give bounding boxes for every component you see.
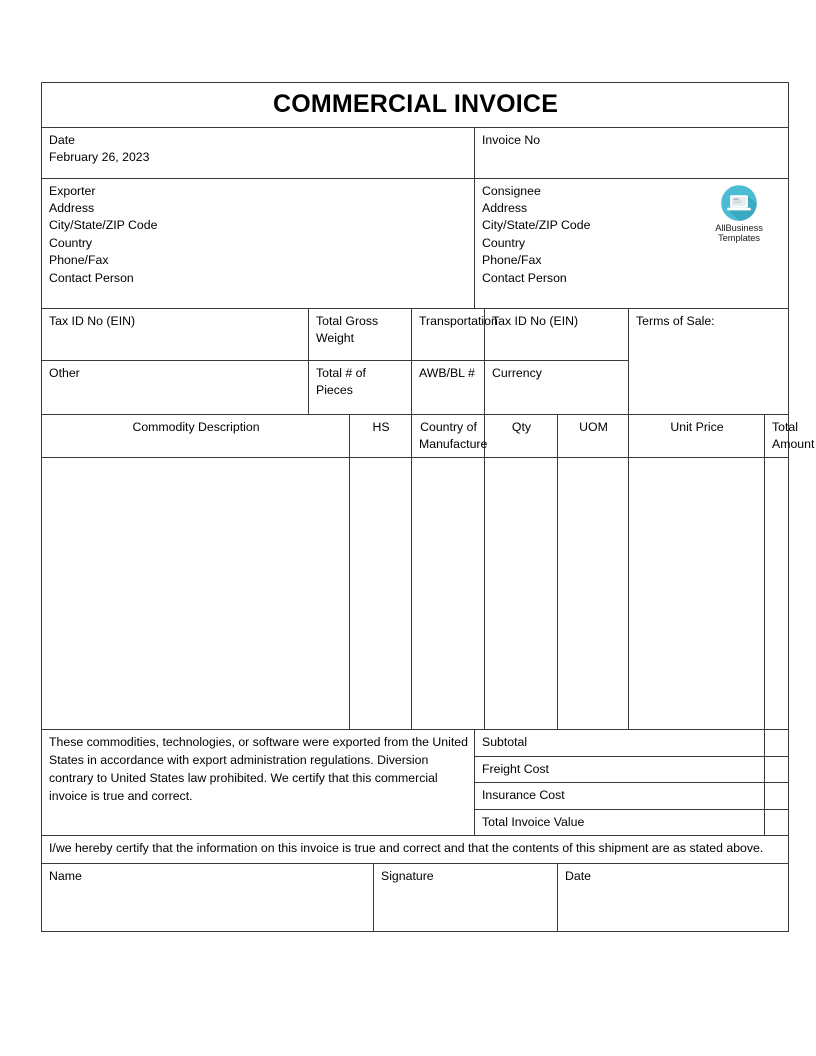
column-header-country-of-manufacture <box>412 414 488 458</box>
logo-text-line2: Templates <box>718 232 760 243</box>
country-header-line1: Country of <box>420 419 477 434</box>
totals-label-total-invoice-value: Total Invoice Value <box>475 809 765 835</box>
totals-value-total-invoice-value[interactable] <box>765 809 789 835</box>
cell-total-amount[interactable] <box>765 458 789 730</box>
consignee-line-country: Country <box>482 235 526 250</box>
exporter-line-phone: Phone/Fax <box>49 253 109 268</box>
totals-label-subtotal: Subtotal <box>475 730 765 756</box>
laptop-icon <box>720 184 758 222</box>
signature-signature-field[interactable]: Signature <box>374 864 558 932</box>
exporter-block <box>42 178 475 308</box>
column-header-uom: UOM <box>558 414 629 458</box>
column-header-unit-price: Unit Price <box>629 414 765 458</box>
column-header-total-amount: Total Amount <box>765 414 789 458</box>
invoice-table <box>41 82 815 932</box>
terms-of-sale-field: Terms of Sale: <box>629 308 789 414</box>
signature-date-field[interactable]: Date <box>558 864 789 932</box>
exporter-heading: Exporter <box>49 183 96 198</box>
consignee-block <box>475 178 789 308</box>
export-statement: These commodities, technologies, or software were exported from the United States in accordance with export administration regulations. Diversion contrary to United States law prohibited. We certify that this commercial invoice is true and correct. <box>42 730 475 836</box>
currency-field: Currency <box>485 360 629 414</box>
totals-label-freight-cost: Freight Cost <box>475 756 765 782</box>
cell-commodity-description[interactable] <box>42 458 350 730</box>
logo-text-line1: AllBusiness <box>715 222 763 233</box>
country-header-line2: Manufacture <box>419 436 488 451</box>
consignee-line-address: Address <box>482 200 528 215</box>
totals-value-insurance-cost[interactable] <box>765 783 789 809</box>
exporter-line-city: City/State/ZIP Code <box>49 218 158 233</box>
cell-country-of-manufacture[interactable] <box>412 458 485 730</box>
awb-bl-field: AWB/BL # <box>412 360 485 414</box>
totals-label-insurance-cost: Insurance Cost <box>475 783 765 809</box>
invoice-document <box>41 82 815 932</box>
tax-id-right-field: Tax ID No (EIN) <box>485 308 629 360</box>
exporter-line-contact: Contact Person <box>49 270 134 285</box>
exporter-line-address: Address <box>49 200 95 215</box>
transportation-field: Transportation <box>412 308 485 360</box>
column-header-commodity-description: Commodity Description <box>42 414 350 458</box>
tax-id-left-field: Tax ID No (EIN) <box>42 308 309 360</box>
totals-value-freight-cost[interactable] <box>765 756 789 782</box>
date-label: Date <box>49 132 75 147</box>
other-field: Other <box>42 360 309 414</box>
exporter-line-country: Country <box>49 235 93 250</box>
cell-hs[interactable] <box>350 458 412 730</box>
consignee-line-contact: Contact Person <box>482 270 567 285</box>
allbusiness-templates-logo <box>702 184 776 243</box>
consignee-line-city: City/State/ZIP Code <box>482 218 591 233</box>
signature-name-field[interactable]: Name <box>42 864 374 932</box>
total-pieces-field: Total # of Pieces <box>309 360 412 414</box>
page-title: COMMERCIAL INVOICE <box>42 83 789 128</box>
consignee-heading: Consignee <box>482 183 541 198</box>
totals-value-subtotal[interactable] <box>765 730 789 756</box>
invoice-no-field <box>475 127 789 178</box>
consignee-line-phone: Phone/Fax <box>482 253 542 268</box>
date-value: February 26, 2023 <box>49 149 150 164</box>
cell-uom[interactable] <box>558 458 629 730</box>
column-header-hs: HS <box>350 414 412 458</box>
cell-unit-price[interactable] <box>629 458 765 730</box>
column-header-qty: Qty <box>485 414 558 458</box>
invoice-no-label: Invoice No <box>482 132 541 147</box>
total-gross-weight-field: Total Gross Weight <box>309 308 412 360</box>
cell-qty[interactable] <box>485 458 558 730</box>
date-field <box>42 127 475 178</box>
certification-statement: I/we hereby certify that the information on this invoice is true and correct and that the contents of this shipment are as stated above. <box>42 836 789 864</box>
